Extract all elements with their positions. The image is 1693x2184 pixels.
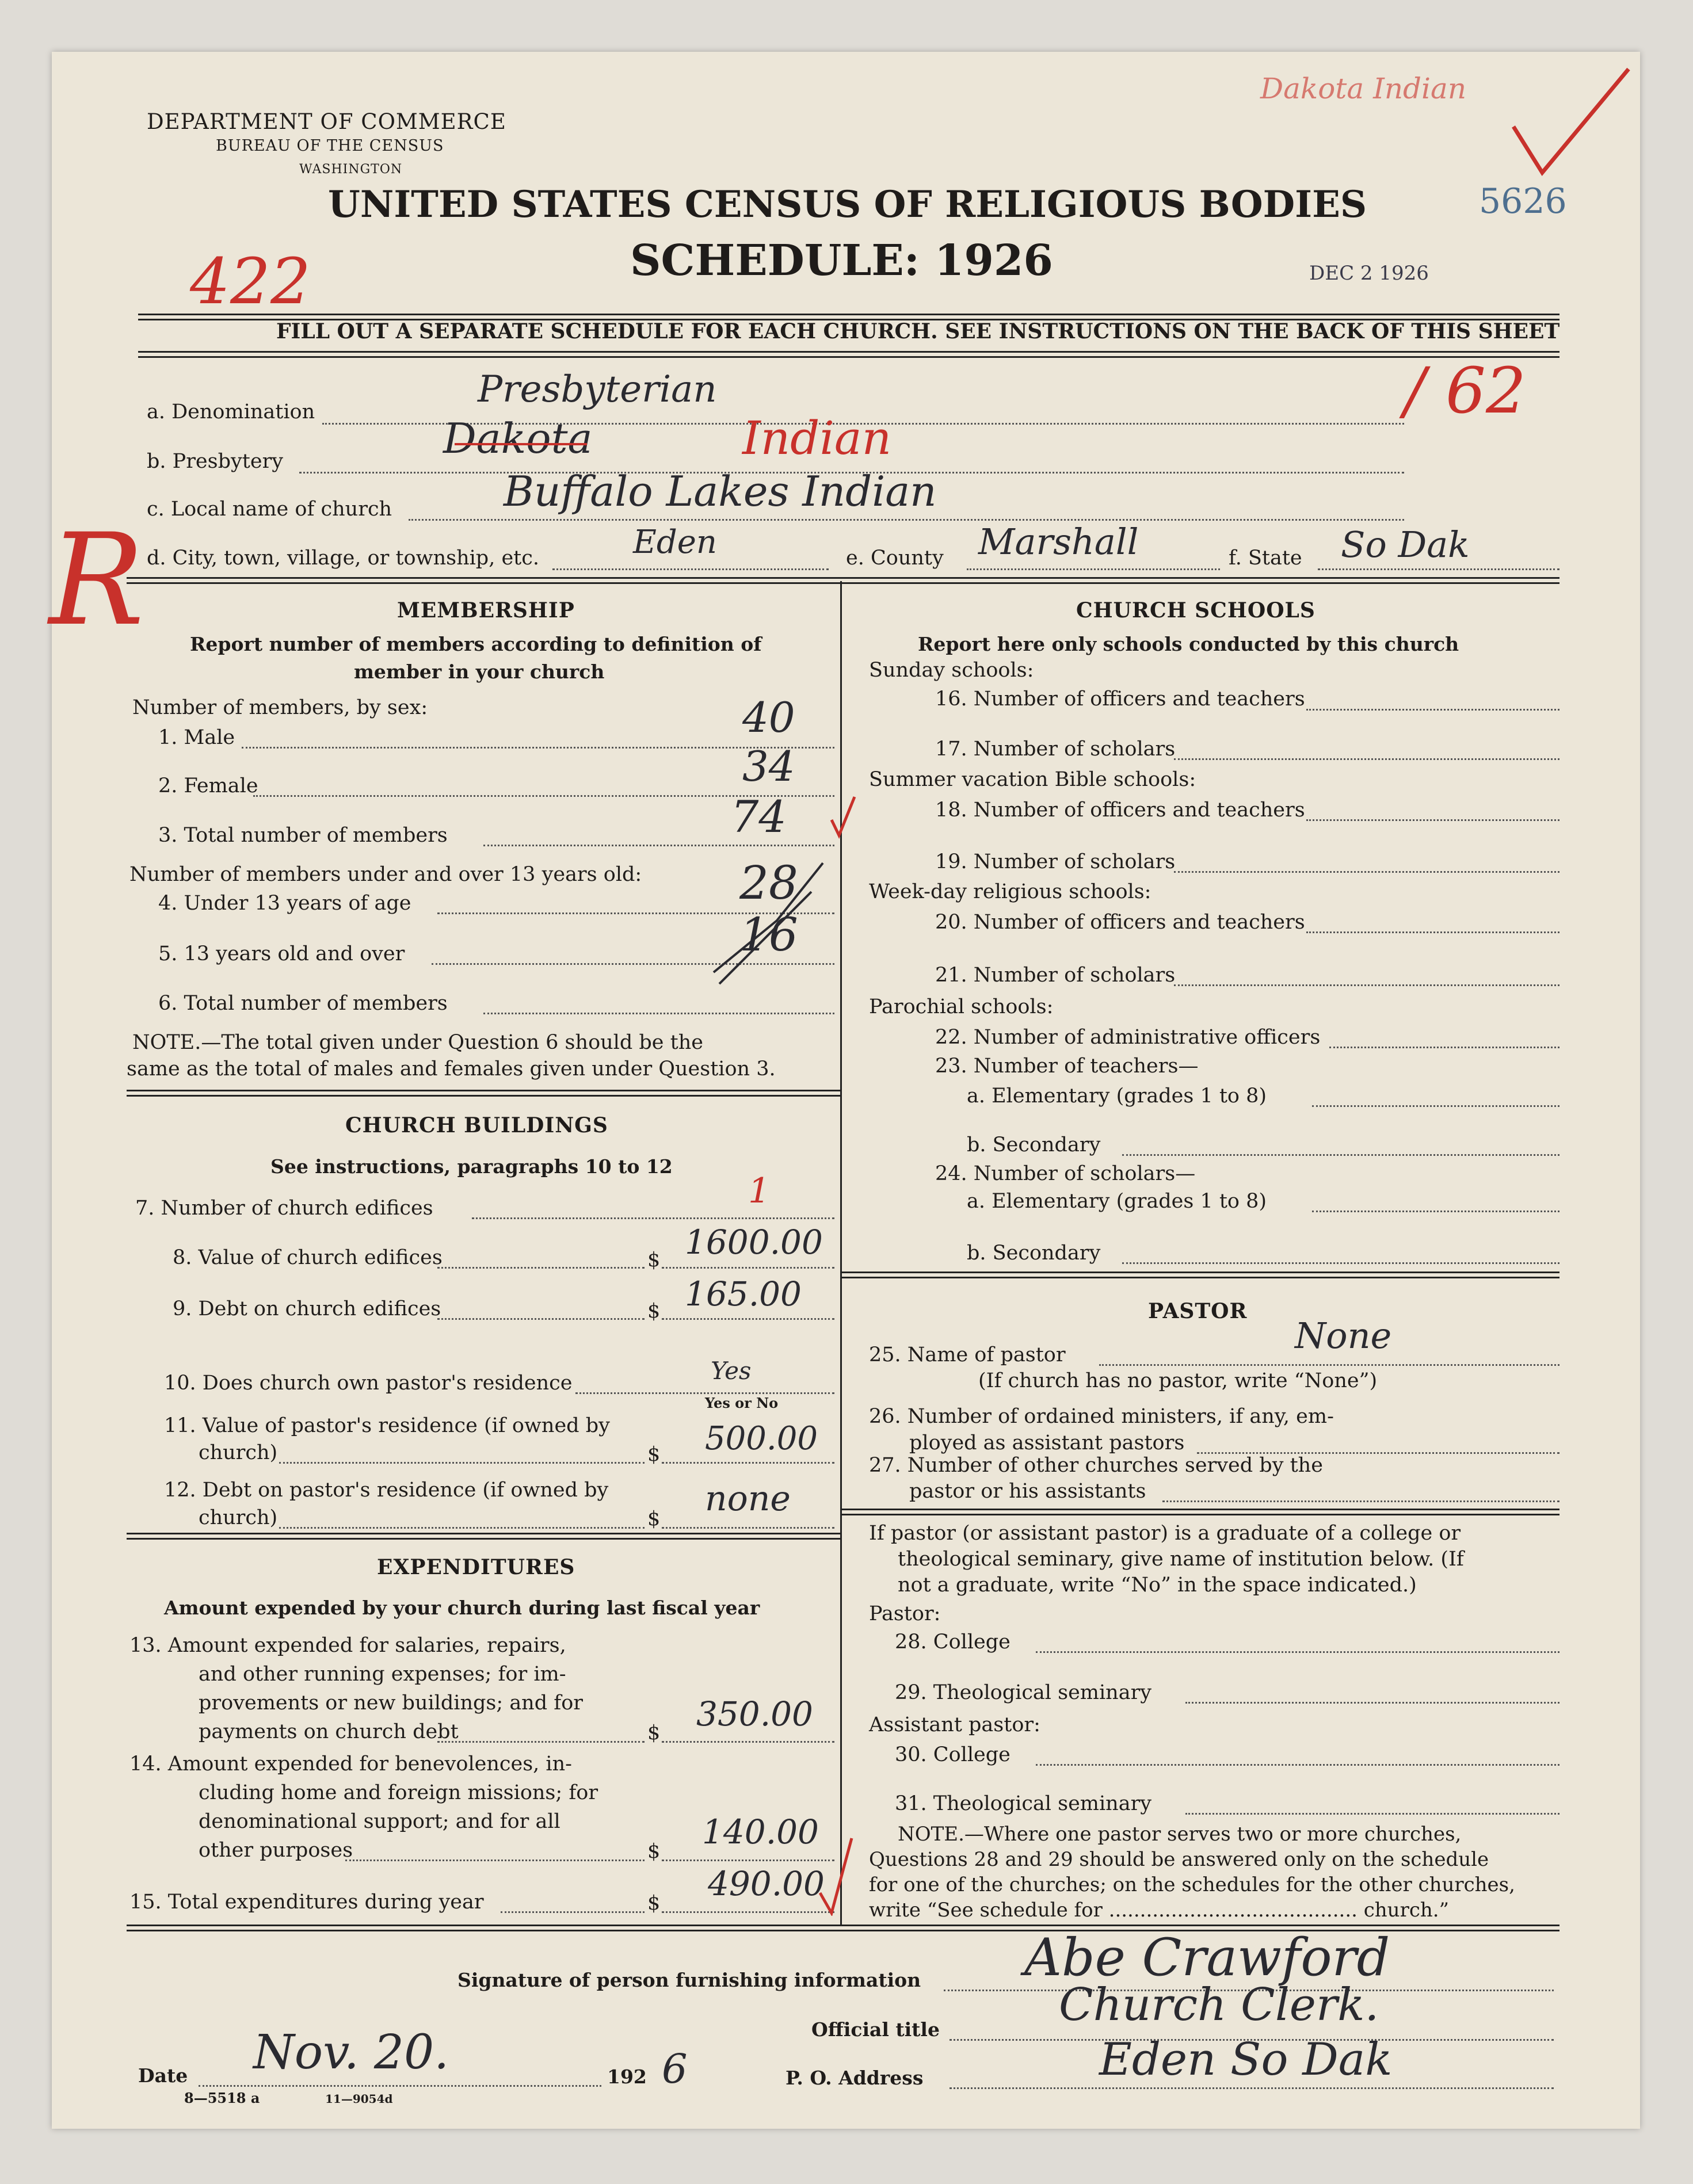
sunday-schools-label: Sunday schools: [869, 659, 1034, 682]
instruction-rule [138, 351, 1559, 358]
q14-line-2: cluding home and foreign missions; for [199, 1781, 598, 1804]
dollar-sign: $ [647, 1248, 661, 1272]
q25-hint: (If church has no pastor, write “None”) [978, 1369, 1378, 1392]
official-title-label: Official title [811, 2018, 940, 2041]
expenditures-heading: EXPENDITURES [377, 1555, 575, 1579]
po-address-label: P. O. Address [786, 2067, 924, 2089]
graduate-instruction-3: not a graduate, write “No” in the space indicated.) [898, 1574, 1417, 1597]
over-13-count: 16 [739, 908, 798, 961]
denomination-value: Presbyterian [478, 368, 717, 411]
county-value: Marshall [978, 521, 1139, 563]
q12-label-2: church) [199, 1506, 278, 1529]
female-count: 34 [742, 742, 795, 791]
q31-label: 31. Theological seminary [895, 1792, 1152, 1815]
male-count: 40 [742, 693, 795, 742]
total-members-count: 74 [731, 791, 787, 842]
dollar-sign: $ [647, 1840, 661, 1863]
q28-label: 28. College [895, 1631, 1011, 1654]
presbytery-label: b. Presbytery [147, 450, 284, 473]
q11-label-2: church) [199, 1441, 278, 1464]
schedule-year: SCHEDULE: 1926 [630, 236, 1053, 285]
membership-heading: MEMBERSHIP [397, 598, 575, 623]
identity-rule [127, 577, 1559, 584]
red-check-icon [817, 1835, 857, 1916]
graduate-instruction-1: If pastor (or assistant pastor) is a graduate of a college or [869, 1522, 1461, 1545]
bureau-city: WASHINGTON [299, 162, 403, 177]
pastor-note-4: write “See schedule for ........................................ church.” [869, 1899, 1449, 1922]
q26-label-2: ployed as assistant pastors [909, 1431, 1185, 1454]
year-prefix: 192 [607, 2065, 647, 2088]
q25-label: 25. Name of pastor [869, 1343, 1066, 1366]
membership-intro: Report number of members according to definition of [190, 633, 762, 655]
dollar-sign: $ [647, 1892, 661, 1915]
q18-label: 18. Number of officers and teachers [935, 799, 1305, 822]
column-divider [840, 581, 842, 1925]
form-number: 8—5518 a [184, 2090, 260, 2106]
benevolences-amount: 140.00 [702, 1812, 819, 1851]
presbytery-value: Dakota [443, 414, 593, 463]
year-digit: 6 [662, 2045, 688, 2093]
local-name-label: c. Local name of church [147, 498, 392, 521]
buildings-subheading: See instructions, paragraphs 10 to 12 [270, 1155, 673, 1178]
pastor-name: None [1295, 1315, 1392, 1357]
q24b-label: b. Secondary [967, 1242, 1101, 1265]
under-13-count: 28 [739, 856, 798, 910]
q1-male-label: 1. Male [158, 726, 235, 749]
red-fraction-annotation: / 62 [1404, 354, 1526, 427]
po-address-value: Eden So Dak [1099, 2034, 1393, 2086]
weekday-schools-label: Week-day religious schools: [869, 880, 1151, 903]
pastor-note-1: NOTE.—Where one pastor serves two or more churches, [898, 1823, 1462, 1846]
edifices-value: 1600.00 [685, 1223, 823, 1262]
q4-under13-label: 4. Under 13 years of age [158, 892, 411, 915]
q11-label: 11. Value of pastor's residence (if owned by [164, 1414, 610, 1437]
owns-residence-answer: Yes [711, 1357, 752, 1385]
dollar-sign: $ [647, 1300, 661, 1323]
q14-line-3: denominational support; and for all [199, 1810, 560, 1833]
q3-total-label: 3. Total number of members [158, 824, 448, 847]
dollar-sign: $ [647, 1443, 661, 1466]
q6-total-label: 6. Total number of members [158, 992, 448, 1015]
membership-intro-2: member in your church [354, 660, 605, 683]
q30-label: 30. College [895, 1743, 1011, 1766]
dollar-sign: $ [647, 1507, 661, 1530]
q10-residence-label: 10. Does church own pastor's residence [164, 1372, 573, 1395]
residence-value: 500.00 [705, 1420, 818, 1457]
graduate-instruction-2: theological seminary, give name of institution below. (If [898, 1548, 1464, 1571]
age-heading: Number of members under and over 13 years old: [129, 863, 642, 886]
q20-label: 20. Number of officers and teachers [935, 911, 1305, 934]
edifices-debt: 165.00 [685, 1274, 802, 1314]
dollar-sign: $ [647, 1721, 661, 1744]
red-check-icon [829, 794, 857, 840]
parochial-schools-label: Parochial schools: [869, 995, 1054, 1018]
schedule-number-stamp: 5626 [1479, 181, 1567, 222]
membership-note-1: NOTE.—The total given under Question 6 should be the [132, 1031, 703, 1054]
residence-debt: none [705, 1479, 791, 1519]
strikeout-line [455, 443, 587, 445]
print-number: 11—9054d [325, 2092, 393, 2106]
red-checkmark-icon [1508, 63, 1634, 178]
form-title: UNITED STATES CENSUS OF RELIGIOUS BODIES [328, 183, 1367, 226]
official-title-value: Church Clerk. [1059, 1979, 1379, 2031]
q13-line-1: 13. Amount expended for salaries, repairs, [129, 1634, 566, 1657]
department-name: DEPARTMENT OF COMMERCE [147, 109, 506, 134]
q13-line-3: provements or new buildings; and for [199, 1692, 584, 1715]
pastor-note-2: Questions 28 and 29 should be answered only on the schedule [869, 1848, 1489, 1871]
schools-subheading: Report here only schools conducted by this church [918, 633, 1459, 655]
q5-over13-label: 5. 13 years old and over [158, 942, 405, 965]
date-label: Date [138, 2064, 188, 2087]
q27-label: 27. Number of other churches served by the [869, 1454, 1323, 1477]
assistant-pastor-subheading: Assistant pastor: [869, 1713, 1040, 1736]
expenditures-subheading: Amount expended by your church during last fiscal year [164, 1597, 760, 1619]
bureau-name: BUREAU OF THE CENSUS [216, 137, 444, 155]
edifices-count: 1 [748, 1171, 771, 1211]
buildings-heading: CHURCH BUILDINGS [345, 1113, 608, 1137]
total-expenditures: 490.00 [708, 1864, 825, 1903]
pastor-subheading: Pastor: [869, 1602, 941, 1625]
city-value: Eden [633, 524, 717, 561]
q19-label: 19. Number of scholars [935, 850, 1176, 873]
strikeout-scribble [708, 857, 834, 990]
q29-label: 29. Theological seminary [895, 1681, 1152, 1704]
q9-debt-label: 9. Debt on church edifices [173, 1297, 441, 1320]
q13-line-4: payments on church debt [199, 1720, 459, 1743]
pastor-heading: PASTOR [1148, 1299, 1248, 1323]
state-value: So Dak [1341, 524, 1470, 566]
red-R-mark: R [49, 506, 144, 654]
local-name-value: Buffalo Lakes Indian [504, 467, 937, 516]
top-pencil-note: Dakota Indian [1260, 72, 1467, 105]
vacation-schools-label: Summer vacation Bible schools: [869, 768, 1196, 791]
q23a-label: a. Elementary (grades 1 to 8) [967, 1085, 1267, 1108]
received-date-stamp: DEC 2 1926 [1309, 262, 1429, 285]
q22-label: 22. Number of administrative officers [935, 1026, 1321, 1049]
members-by-sex-label: Number of members, by sex: [132, 696, 428, 719]
q8-value-label: 8. Value of church edifices [173, 1246, 443, 1269]
q15-total-label: 15. Total expenditures during year [129, 1891, 484, 1914]
yes-no-hint: Yes or No [705, 1395, 779, 1411]
membership-note-2: same as the total of males and females given under Question 3. [127, 1057, 776, 1080]
q23b-label: b. Secondary [967, 1133, 1101, 1156]
q24-label: 24. Number of scholars— [935, 1162, 1196, 1185]
q27-label-2: pastor or his assistants [909, 1480, 1146, 1503]
red-code-annotation: 422 [190, 245, 311, 318]
q17-label: 17. Number of scholars [935, 738, 1176, 761]
denomination-label: a. Denomination [147, 400, 315, 423]
q16-label: 16. Number of officers and teachers [935, 688, 1305, 711]
separate-schedule-instruction: FILL OUT A SEPARATE SCHEDULE FOR EACH CHURCH. SEE INSTRUCTIONS ON THE BACK OF THIS SHEET [276, 319, 1560, 343]
state-label: f. State [1229, 547, 1302, 570]
q24a-label: a. Elementary (grades 1 to 8) [967, 1190, 1267, 1213]
date-value: Nov. 20. [253, 2025, 449, 2080]
q13-line-2: and other running expenses; for im- [199, 1663, 566, 1686]
signature-label: Signature of person furnishing information [457, 1969, 921, 1991]
pastor-note-3: for one of the churches; on the schedules for the other churches, [869, 1873, 1515, 1896]
q12-label: 12. Debt on pastor's residence (if owned by [164, 1479, 609, 1502]
q26-label: 26. Number of ordained ministers, if any, em- [869, 1405, 1334, 1428]
city-label: d. City, town, village, or township, etc. [147, 547, 539, 570]
q14-line-1: 14. Amount expended for benevolences, in- [129, 1752, 572, 1776]
running-expenses-amount: 350.00 [696, 1694, 813, 1734]
q2-female-label: 2. Female [158, 774, 258, 797]
county-label: e. County [846, 547, 944, 570]
presbytery-red-correction: Indian [742, 411, 892, 465]
schools-heading: CHURCH SCHOOLS [1076, 598, 1315, 623]
q14-line-4: other purposes [199, 1839, 353, 1862]
q7-edifices-label: 7. Number of church edifices [135, 1197, 433, 1220]
q21-label: 21. Number of scholars [935, 964, 1176, 987]
q23-label: 23. Number of teachers— [935, 1055, 1199, 1078]
signature-value: Abe Crawford [1024, 1927, 1390, 1988]
